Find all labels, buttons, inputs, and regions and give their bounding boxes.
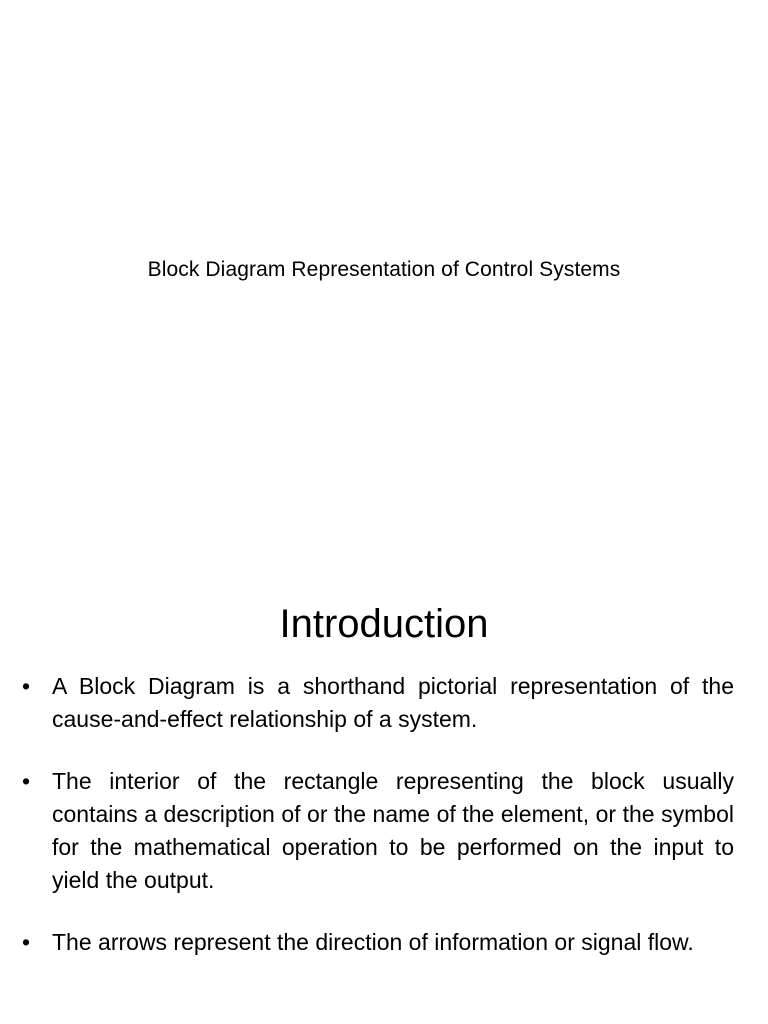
bullet-item (22, 926, 734, 959)
bullet-icon: • (22, 929, 31, 955)
bullet-text: The interior of the rectangle representing the block usually contains a description of or the name of the element, or the symbol for the mathematical operation to be performed on the input to yield the output. (52, 768, 734, 893)
slide-title: Block Diagram Representation of Control Systems (147, 258, 621, 281)
bullet-list (22, 670, 734, 988)
bullet-icon: • (22, 768, 31, 794)
bullet-item (22, 765, 734, 897)
slide-heading: Introduction (279, 602, 489, 646)
title-slide (0, 0, 768, 510)
bullet-item (22, 670, 734, 736)
bullet-text: The arrows represent the direction of information or signal flow. (52, 929, 694, 955)
bullet-text: A Block Diagram is a shorthand pictorial representation of the cause-and-effect relationship of a system. (52, 673, 734, 732)
bullet-icon: • (22, 673, 31, 699)
introduction-slide (0, 514, 768, 1024)
